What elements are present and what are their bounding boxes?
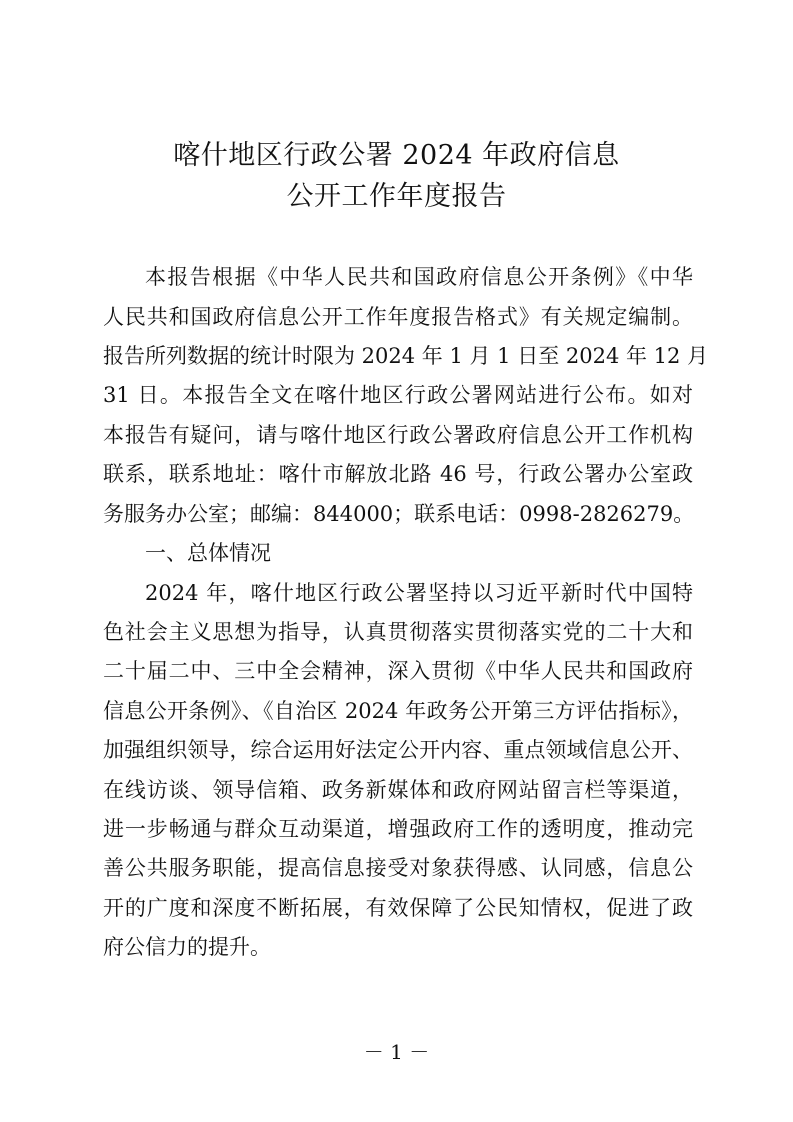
page-number: － 1 － xyxy=(363,1040,430,1064)
intro-line: 本报告根据《中华人民共和国政府信息公开条例》《中华 xyxy=(145,265,693,289)
body-line: 加强组织领导，综合运用好法定公开内容、重点领域信息公开、 xyxy=(103,738,693,762)
intro-line: 务服务办公室；邮编：844000；联系电话：0998-2826279。 xyxy=(103,502,695,526)
intro-line: 人民共和国政府信息公开工作年度报告格式》有关规定编制。 xyxy=(103,305,693,329)
body-line: 2024 年，喀什地区行政公署坚持以习近平新时代中国特 xyxy=(145,581,693,605)
body-line: 色社会主义思想为指导，认真贯彻落实贯彻落实党的二十大和 xyxy=(103,620,693,644)
body-line: 二十届二中、三中全会精神，深入贯彻《中华人民共和国政府 xyxy=(103,659,693,683)
body-line: 信息公开条例》、《自治区 2024 年政务公开第三方评估指标》， xyxy=(103,699,693,723)
body-line: 在线访谈、领导信箱、政务新媒体和政府网站留言栏等渠道， xyxy=(103,778,693,802)
body-line: 善公共服务职能，提高信息接受对象获得感、认同感，信息公 xyxy=(103,856,693,880)
body-line: 进一步畅通与群众互动渠道，增强政府工作的透明度，推动完 xyxy=(103,817,693,841)
intro-line: 本报告有疑问，请与喀什地区行政公署政府信息公开工作机构 xyxy=(103,423,693,447)
body-line: 府公信力的提升。 xyxy=(103,935,271,959)
body-line: 开的广度和深度不断拓展，有效保障了公民知情权，促进了政 xyxy=(103,896,693,920)
report-title-line-1: 喀什地区行政公署 2024 年政府信息 xyxy=(173,140,620,171)
intro-line: 31 日。本报告全文在喀什地区行政公署网站进行公布。如对 xyxy=(103,383,693,407)
intro-line: 报告所列数据的统计时限为 2024 年 1 月 1 日至 2024 年 12 月 xyxy=(103,344,709,368)
section-heading: 一、总体情况 xyxy=(145,541,271,565)
intro-line: 联系，联系地址：喀什市解放北路 46 号，行政公署办公室政 xyxy=(103,462,693,486)
report-title-line-2: 公开工作年度报告 xyxy=(286,181,507,212)
